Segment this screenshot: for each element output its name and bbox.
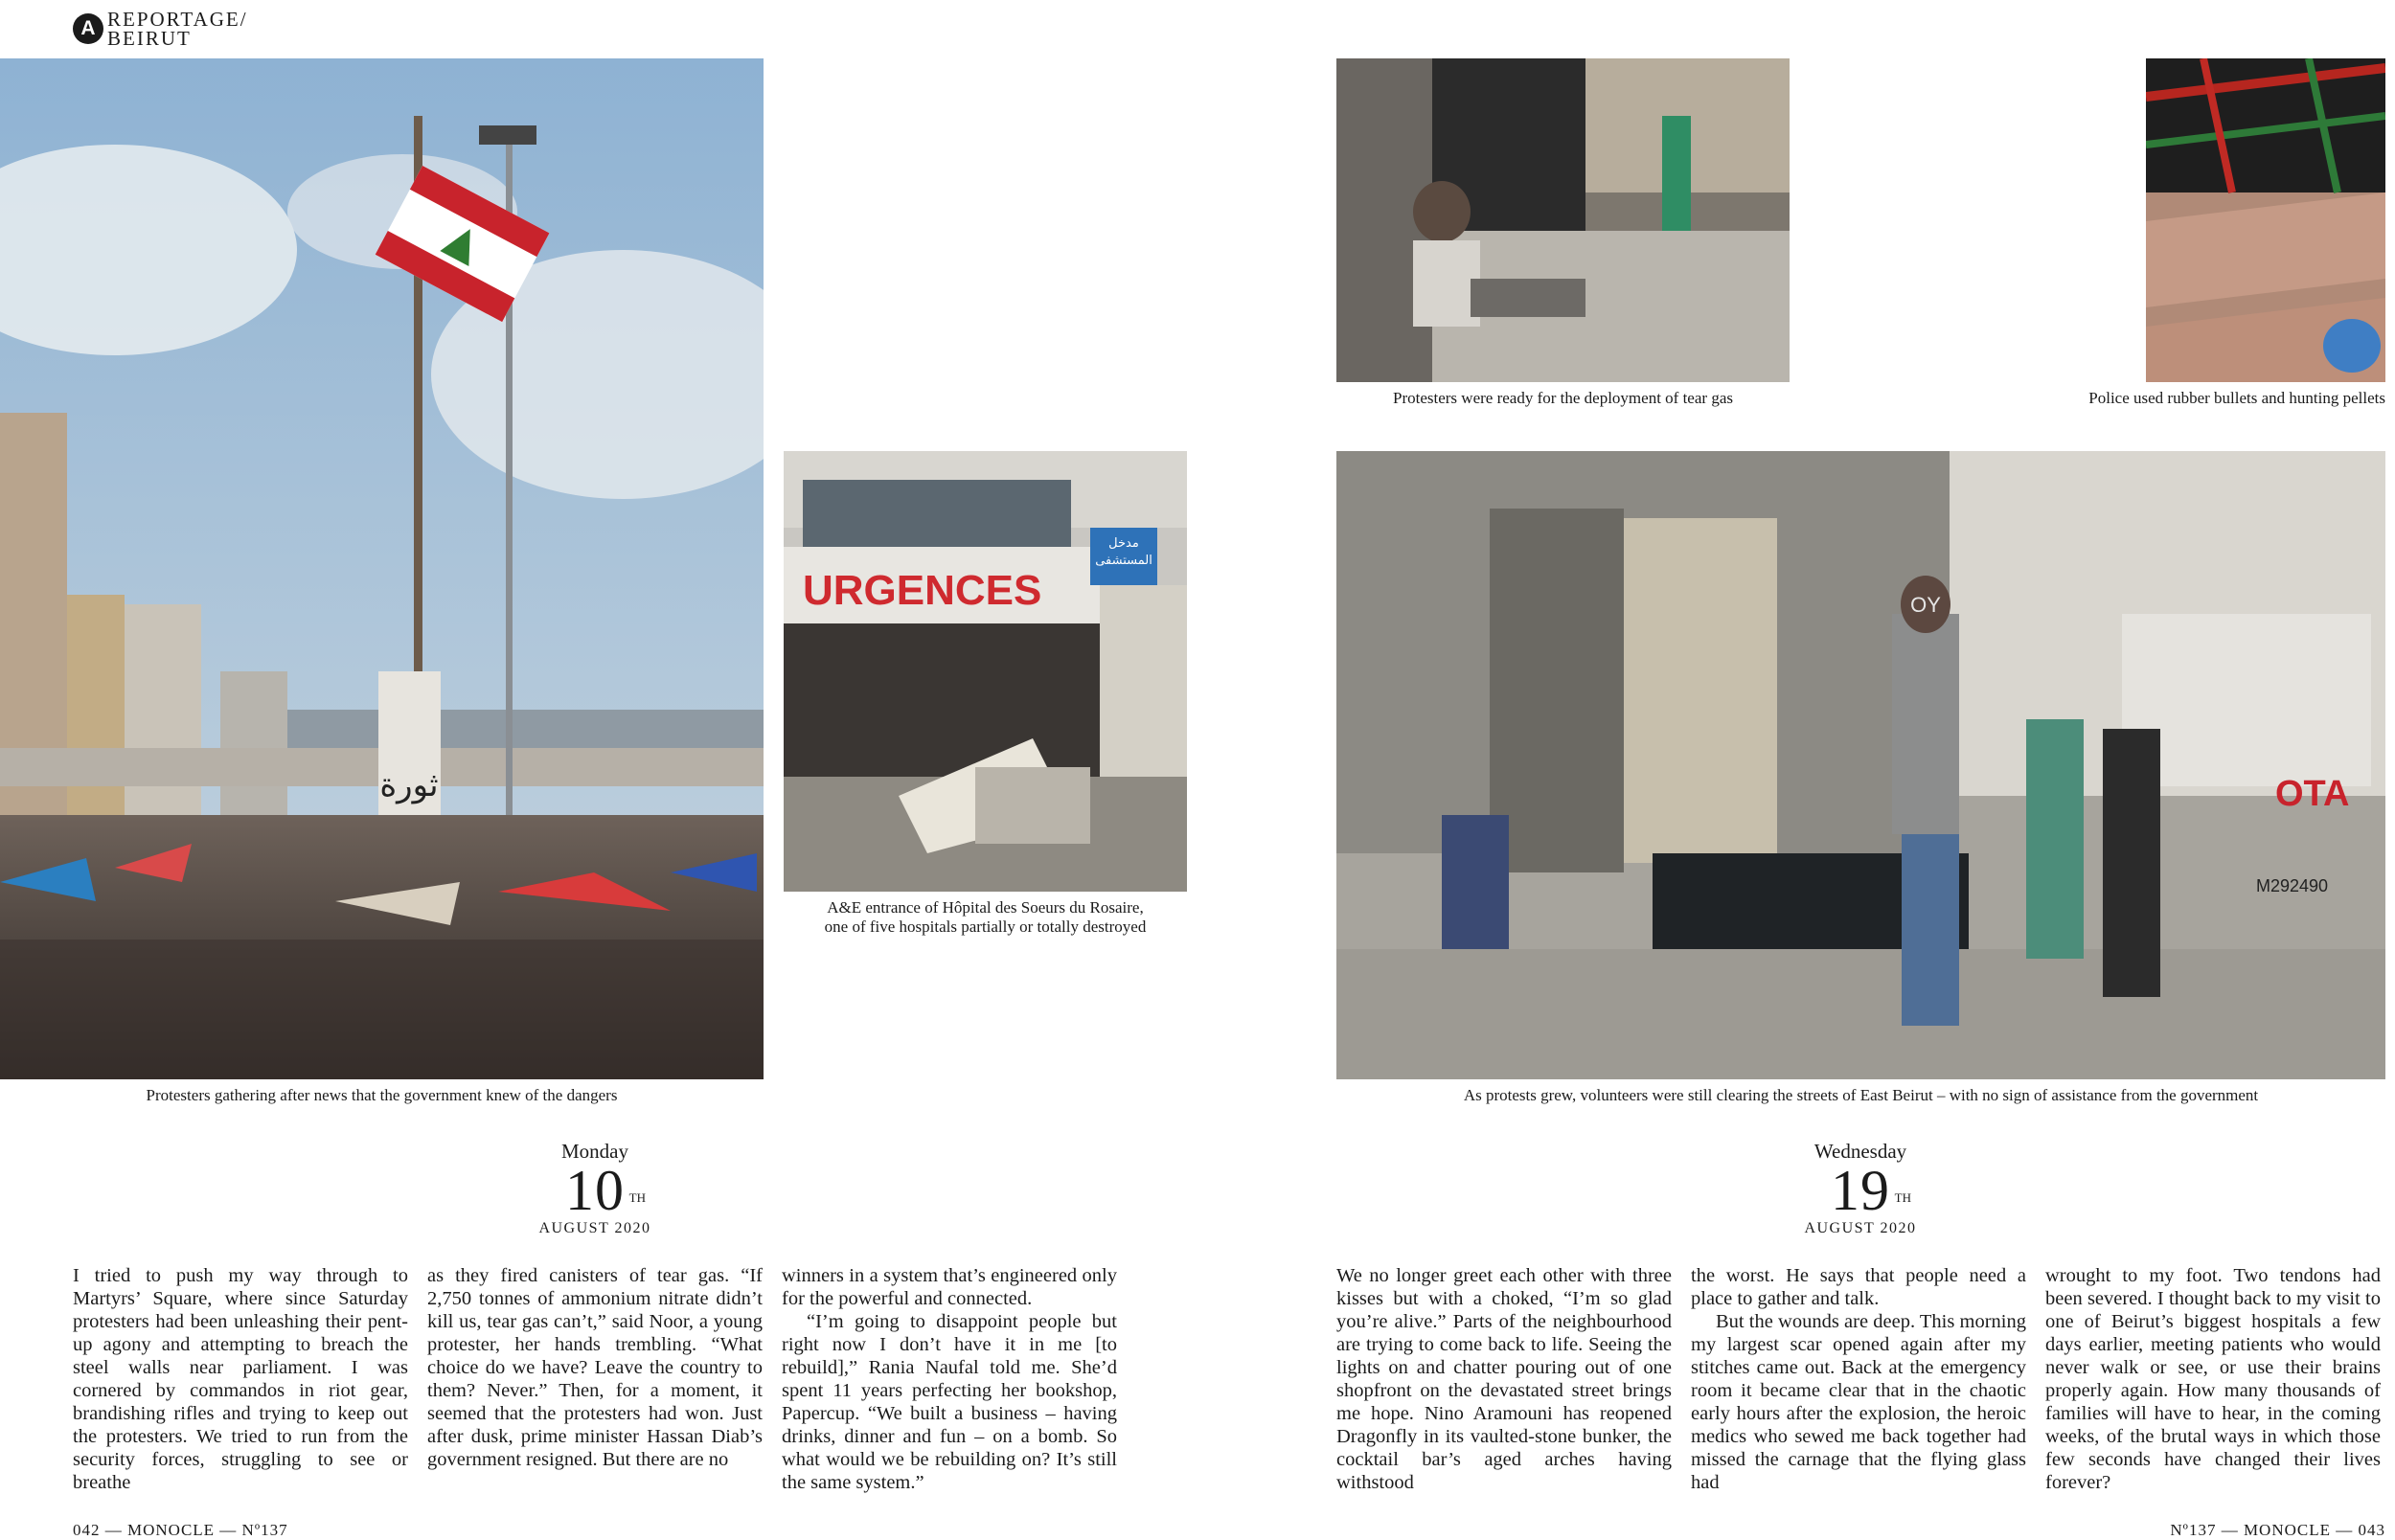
section-label-line2: BEIRUT [107, 27, 192, 50]
urgences-sign-text: URGENCES [803, 567, 1042, 614]
body-column-5-paragraph-2: But the wounds are deep. This morning my largest scar opened again after my stitches came out. Back at the emergency room it became clear that in the chaotic early hours after the explosion, the heroic medics who sewed me back together had missed the carnage that the flying glass had [1691, 1311, 2026, 1493]
arabic-sign-line2: المستشفى [1095, 554, 1152, 568]
body-column-4-paragraph: We no longer greet each other with three kisses but with a choked, “I’m so glad you’re alive.” Parts of the neighbourhood are trying to come back to life. Seeing the lights on and chatter pouring out of one shopfront on the devastated street brings me hope. Nino Aramouni has reopened Dragonfly in its vaulted-stone bunker, the cocktail bar’s aged arches having withstood [1336, 1265, 1672, 1493]
body-column-3 [782, 1264, 1117, 1494]
caption-martyrs-square: Protesters gathering after news that the government knew of the dangers [146, 1086, 618, 1104]
date-right-day-suffix: TH [1894, 1190, 1911, 1205]
martyrs-square-illustration [0, 58, 764, 1079]
body-column-2-paragraph: as they fired canisters of tear gas. “If 2,750 tonnes of ammonium nitrate didn’t kill us, tear gas can’t,” said Noor, a young protester, her hands trembling. “What choice do we have? Leave the country to them? Never.” Then, for a moment, it seemed that the protesters had won. Just after dusk, prime minister Hassan Diab’s government resigned. But there are no [427, 1265, 763, 1470]
date-left [451, 1140, 739, 1237]
date-left-month: AUGUST 2020 [538, 1220, 651, 1236]
body-column-3-paragraph-2: “I’m going to disappoint people but right now I don’t have it in me [to rebuild],” Rania Naufal told me. She’d spent 11 years perfecting her bookshop, Papercup. “We built a business – having drinks, dinner and fun – on a bomb. So what would we be rebuilding on? It’s still the same system.” [782, 1311, 1117, 1493]
tear-gas-illustration [1336, 58, 1790, 382]
body-column-6 [2045, 1264, 2381, 1494]
caption-hospital [766, 898, 1204, 937]
section-label [107, 10, 248, 48]
fist-monument-label: ثورة [379, 766, 439, 804]
body-column-1-paragraph: I tried to push my way through to Martyrs’ Square, where since Saturday protesters had been unleashing their pent-up agony and attempting to breach the steel walls near parliament. I was cornered by commandos in riot gear, brandishing rifles and trying to keep out the protesters. We tried to run from the security forces, struggling to see or breathe [73, 1265, 408, 1493]
date-right [1717, 1140, 2004, 1237]
date-right-day-number: 19 [1831, 1159, 1890, 1222]
date-left-weekday: Monday [561, 1140, 628, 1163]
pellet-wounds-illustration [2146, 58, 2385, 382]
body-column-5-paragraph-1: the worst. He says that people need a place to gather and talk. [1691, 1265, 2026, 1309]
date-right-day [1831, 1159, 1911, 1222]
date-left-day-number: 10 [565, 1159, 625, 1222]
truck-text: OTA [2275, 774, 2350, 814]
date-right-weekday: Wednesday [1813, 1140, 1907, 1163]
caption-tear-gas: Protesters were ready for the deployment of tear gas [1393, 389, 1733, 407]
body-column-5 [1691, 1264, 2026, 1494]
photo-tear-gas [1336, 58, 1790, 382]
body-column-1 [73, 1264, 408, 1494]
caption-volunteers: As protests grew, volunteers were still clearing the streets of East Beirut – with no sign of assistance from the government [1463, 1086, 2259, 1104]
folio-left: 042 — MONOCLE — Nº137 [73, 1521, 288, 1539]
cap-text: OY [1910, 593, 1941, 617]
photo-martyrs-square [0, 58, 764, 1079]
body-column-4 [1336, 1264, 1672, 1494]
body-column-2 [427, 1264, 763, 1471]
hospital-entrance-illustration [784, 451, 1187, 892]
body-column-3-paragraph-1: winners in a system that’s engineered only for the powerful and connected. [782, 1265, 1117, 1309]
date-left-day-suffix: TH [628, 1190, 646, 1205]
photo-pellet-wounds [2146, 58, 2385, 382]
section-badge: A [73, 13, 103, 44]
caption-pellets: Police used rubber bullets and hunting pellets [2088, 389, 2385, 407]
date-left-day [565, 1159, 646, 1222]
photo-hospital-entrance [784, 451, 1187, 892]
caption-hospital-line1: A&E entrance of Hôpital des Soeurs du Rosaire, [827, 898, 1144, 917]
folio-right: Nº137 — MONOCLE — 043 [2170, 1521, 2385, 1539]
plate-text: M292490 [2256, 876, 2329, 895]
arabic-sign-line1: مدخل [1108, 536, 1139, 551]
body-column-6-paragraph: wrought to my foot. Two tendons had been severed. I thought back to my visit to one of Beirut’s biggest hospitals a few days earlier, meeting patients who would never walk or see, or use their brains properly again. How many thousands of families will have to hear, in the coming weeks, of the brutal ways in which those few seconds have changed their lives forever? [2045, 1265, 2381, 1493]
section-label-line1: REPORTAGE/ [107, 8, 248, 31]
volunteers-illustration [1336, 451, 2385, 1079]
caption-hospital-line2: one of five hospitals partially or totally destroyed [824, 917, 1147, 936]
date-right-month: AUGUST 2020 [1804, 1220, 1917, 1236]
photo-volunteers [1336, 451, 2385, 1079]
